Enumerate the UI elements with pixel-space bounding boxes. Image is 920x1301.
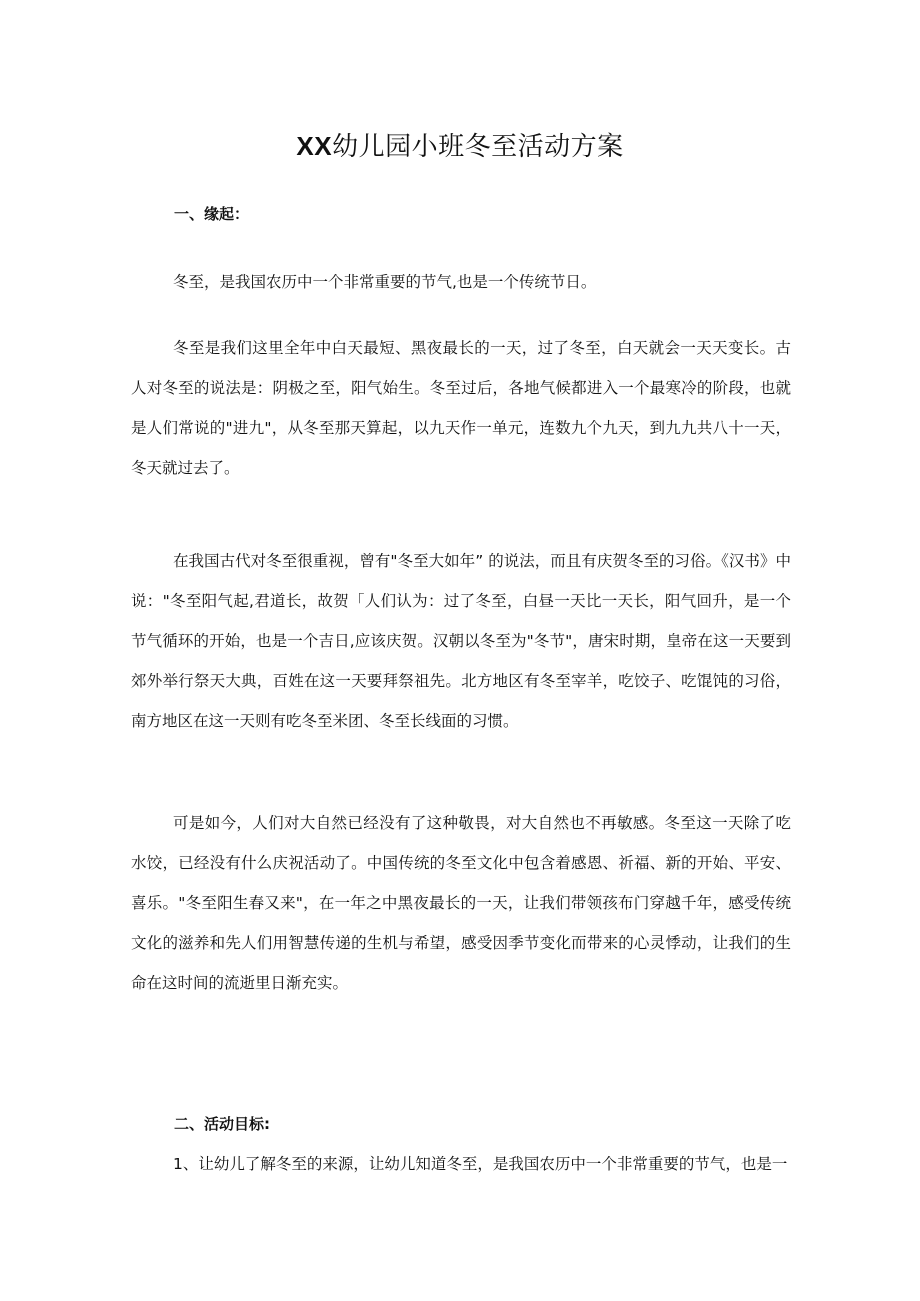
paragraph-intro: 冬至，是我国农历中一个非常重要的节气,也是一个传统节日。 [173, 273, 597, 291]
paragraph-ancient-customs: 在我国古代对冬至很重视，曾有"冬至大如年” 的说法，而且有庆贺冬至的习俗。《汉书》中说："冬至阳气起,君道长，故贺「人们认为：过了冬至，白昼一天比一天长，阳气回升，是一个节气循环的开始，也是一个吉日,应该庆贺。汉朝以冬至为"冬节"，唐宋时期，皇帝在这一天要到郊外举行祭天大典，百姓在这一天要拜祭祖先。北方地区有冬至宰羊，吃饺子、吃馄饨的习俗，南方地区在这一天则有吃冬至米团、冬至长线面的习惯。 [131, 552, 791, 730]
paragraph-modern-significance: 可是如今，人们对大自然已经没有了这种敬畏，对大自然也不再敏感。冬至这一天除了吃水饺，已经没有什么庆祝活动了。中国传统的冬至文化中包含着感恩、祈福、新的开始、平安、喜乐。"冬至阳生春又来"，在一年之中黑夜最长的一天，让我们带领孩布门穿越千年，感受传统文化的滋养和先人们用智慧传递的生机与希望，感受因季节变化而带来的心灵悸动，让我们的生命在这时间的流逝里日渐充实。 [131, 814, 791, 992]
section-heading-origin: 一、缘起： [174, 205, 250, 223]
title-main: 幼儿园小班冬至活动方案 [332, 132, 624, 162]
section-heading-goals: 二、活动目标: [174, 1115, 270, 1133]
document-title [0, 128, 920, 165]
paragraph-goal-1: 1、让幼儿了解冬至的来源，让幼儿知道冬至，是我国农历中一个非常重要的节气，也是一 [173, 1155, 788, 1173]
title-prefix: XX [296, 131, 333, 161]
paragraph-winter-solstice-definition: 冬至是我们这里全年中白天最短、黑夜最长的一天，过了冬至，白天就会一天天变长。古人对冬至的说法是：阴极之至，阳气始生。冬至过后，各地气候都进入一个最寒冷的阶段，也就是人们常说的"进九"，从冬至那天算起，以九天作一单元，连数九个九天，到九九共八十一天，冬天就过去了。 [131, 339, 791, 477]
